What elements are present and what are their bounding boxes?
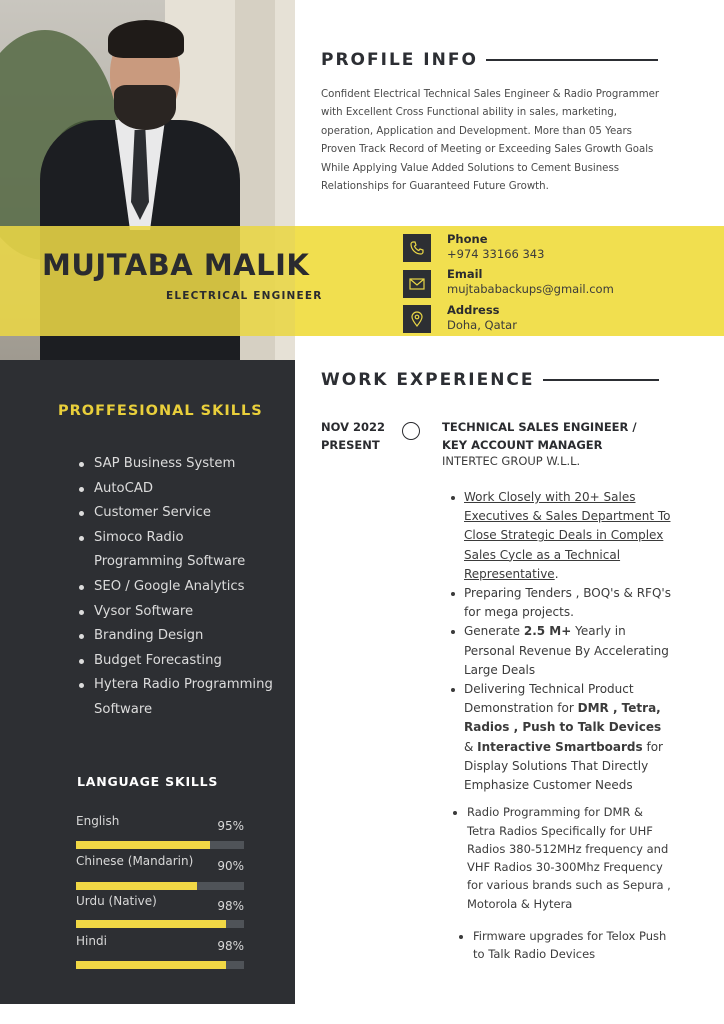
address-label: Address xyxy=(447,303,500,317)
duties-list xyxy=(446,488,674,964)
language-bar-fill xyxy=(76,882,197,890)
list-item: Radio Programming for DMR & Tetra Radios Specifically for UHF Radios 380-512MHz frequency and VHF Radios 30-300Mhz Frequency for various brands such as Sepura , Motorola & Hytera xyxy=(446,803,674,913)
heading-rule xyxy=(486,59,658,61)
list-item: Budget Forecasting xyxy=(76,649,276,674)
profile-summary: Confident Electrical Technical Sales Engineer & Radio Programmer with Excellent Cross Functional ability in sales, marketing, operation, Application and Development. More than 05 Years Proven Track Record of Meeting or Exceeding Sales Growth Goals While Applying Value Added Solutions to Cement Business Relationships for Guaranteed Future Growth. xyxy=(321,89,660,193)
list-item: Vysor Software xyxy=(76,600,276,625)
language-bar-fill xyxy=(76,961,226,969)
address-value: Doha, Qatar xyxy=(447,318,517,332)
duty-text[interactable]: Work Closely with 20+ Sales Executives & Sales Department To Close Strategic Deals in Complex Sales Cycle as a Technical Representative xyxy=(464,490,671,581)
language-bar-fill xyxy=(76,920,226,928)
phone-label: Phone xyxy=(447,232,488,246)
email-value[interactable]: mujtababackups@gmail.com xyxy=(447,282,614,296)
work-experience-title: WORK EXPERIENCE xyxy=(321,370,535,390)
timeline-circle-icon xyxy=(402,422,420,440)
job-title-line: TECHNICAL SALES ENGINEER / xyxy=(442,420,637,434)
candidate-role: ELECTRICAL ENGINEER xyxy=(166,290,323,302)
duty-text: Delivering Technical Product Demonstration for xyxy=(464,682,634,716)
work-experience-heading xyxy=(321,370,659,390)
list-item: Hytera Radio Programming Software xyxy=(76,673,276,722)
list-item: Customer Service xyxy=(76,501,276,526)
skills-title: PROFFESIONAL SKILLS xyxy=(58,403,263,419)
phone-icon xyxy=(403,234,431,262)
candidate-name: MUJTABA MALIK xyxy=(42,248,310,282)
heading-rule xyxy=(543,379,659,381)
mail-icon xyxy=(403,270,431,298)
skills-list xyxy=(76,452,276,723)
language-percent: 95% xyxy=(217,819,244,833)
duty-text: for Display Solutions That Directly Emphasize Customer Needs xyxy=(464,739,663,793)
language-bar-fill xyxy=(76,841,210,849)
job-end-date: PRESENT xyxy=(321,438,380,452)
job-start-date: NOV 2022 xyxy=(321,420,386,434)
list-item xyxy=(446,488,674,584)
language-skills-title: LANGUAGE SKILLS xyxy=(77,774,219,789)
language-bar xyxy=(76,841,244,849)
language-bar xyxy=(76,961,244,969)
job-dates xyxy=(321,418,385,454)
list-item xyxy=(446,622,674,680)
job-title-line: KEY ACCOUNT MANAGER xyxy=(442,438,603,452)
language-percent: 98% xyxy=(217,939,244,953)
duty-highlight: Interactive Smartboards xyxy=(477,739,643,754)
list-item: Firmware upgrades for Telox Push to Talk Radio Devices xyxy=(446,927,674,964)
list-item xyxy=(446,680,674,795)
language-bar xyxy=(76,882,244,890)
language-name: Hindi xyxy=(76,934,107,948)
list-item: Branding Design xyxy=(76,624,276,649)
company-name: INTERTEC GROUP W.L.L. xyxy=(442,454,581,468)
list-item: Simoco Radio Programming Software xyxy=(76,526,276,575)
location-pin-icon xyxy=(403,305,431,333)
duty-highlight: DMR , Tetra, Radios , Push to Talk Devices xyxy=(464,701,662,735)
duty-text: & xyxy=(464,739,478,754)
language-name: Urdu (Native) xyxy=(76,894,157,908)
phone-value[interactable]: +974 33166 343 xyxy=(447,247,545,261)
list-item: Preparing Tenders , BOQ's & RFQ's for mega projects. xyxy=(446,584,674,622)
language-percent: 98% xyxy=(217,899,244,913)
duty-highlight: 2.5 M+ xyxy=(523,624,572,639)
list-item: SEO / Google Analytics xyxy=(76,575,276,600)
duty-text-end: . xyxy=(554,566,559,581)
profile-info-heading xyxy=(321,50,658,70)
job-title xyxy=(442,418,637,454)
language-name: Chinese (Mandarin) xyxy=(76,854,194,868)
language-bar xyxy=(76,920,244,928)
duty-text: Generate xyxy=(464,624,524,639)
list-item: SAP Business System xyxy=(76,452,276,477)
list-item: AutoCAD xyxy=(76,477,276,502)
email-label: Email xyxy=(447,267,483,281)
language-name: English xyxy=(76,814,120,828)
profile-info-title: PROFILE INFO xyxy=(321,50,478,70)
language-percent: 90% xyxy=(217,859,244,873)
duty-text: Yearly in Personal Revenue By Accelerating Large Deals xyxy=(464,624,669,677)
